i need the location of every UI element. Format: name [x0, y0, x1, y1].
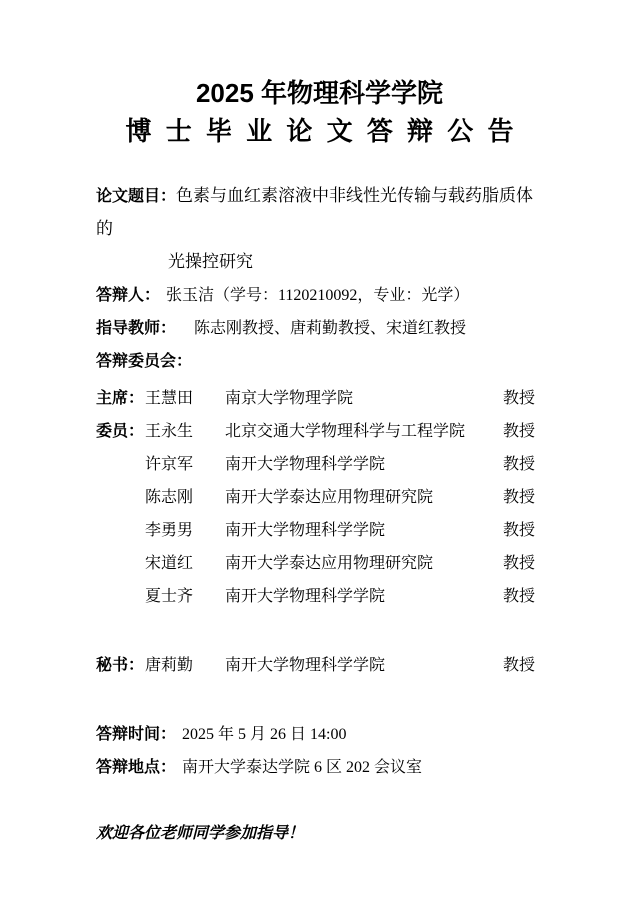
thesis-title-line1 [96, 180, 549, 246]
defender-line [96, 279, 549, 312]
committee-role-label [96, 448, 145, 481]
committee-role-label: 委员： [96, 423, 145, 440]
committee-row-member [96, 448, 549, 481]
defender-label: 答辩人： [96, 287, 161, 304]
thesis-title-line2 [96, 246, 549, 279]
committee-role-label: 主席： [96, 390, 145, 407]
thesis-title-text-line2: 光操控研究 [168, 252, 253, 272]
committee-member-name: 陈志刚 [145, 489, 194, 506]
defense-place-line [96, 751, 549, 784]
welcome-message: 欢迎各位老师同学参加指导！ [96, 823, 305, 842]
committee-member-title: 教授 [503, 456, 536, 473]
committee-member-affiliation: 南开大学物理科学学院 [225, 456, 386, 473]
page-title-line2: 博 士 毕 业 论 文 答 辩 公 告 [125, 116, 514, 146]
committee-row-secretary [96, 649, 549, 682]
committee-role-label [96, 481, 145, 514]
committee-row-chair [96, 382, 549, 415]
committee-member-title: 教授 [503, 489, 536, 506]
document-body [96, 180, 549, 849]
committee-row-member [96, 415, 549, 448]
committee-member-name: 王慧田 [145, 390, 194, 407]
committee-member-title: 教授 [503, 390, 536, 407]
committee-role-label [96, 514, 145, 547]
committee-member-affiliation: 北京交通大学物理科学与工程学院 [225, 423, 466, 440]
committee-role-label [96, 580, 145, 613]
supervisors-value: 陈志刚教授、唐莉勤教授、宋道红教授 [194, 320, 467, 337]
secretary-name: 唐莉勤 [145, 657, 194, 674]
committee-heading-label: 答辩委员会： [96, 353, 193, 370]
thesis-title-text-line1: 色素与血红素溶液中非线性光传输与载药脂质体的 [96, 186, 534, 239]
defense-time-label: 答辩时间： [96, 726, 177, 743]
secretary-affiliation: 南开大学物理科学学院 [225, 657, 386, 674]
defense-place-value: 南开大学泰达学院 6 区 202 会议室 [182, 759, 423, 776]
committee-member-affiliation: 南开大学泰达应用物理研究院 [225, 555, 434, 572]
committee-member-affiliation: 南开大学泰达应用物理研究院 [225, 489, 434, 506]
committee-heading [96, 345, 549, 378]
supervisors-label: 指导教师： [96, 320, 177, 337]
committee-member-name: 夏士齐 [145, 588, 194, 605]
secretary-title: 教授 [503, 657, 536, 674]
committee-member-name: 宋道红 [145, 555, 194, 572]
defender-value: 张玉洁（学号：1120210092，专业：光学） [166, 287, 470, 304]
secretary-role-label: 秘书： [96, 657, 145, 674]
committee-member-affiliation: 南京大学物理学院 [225, 390, 354, 407]
thesis-title-label: 论文题目： [96, 188, 177, 205]
committee-member-name: 许京军 [145, 456, 194, 473]
document-header [0, 74, 639, 150]
committee-table [96, 382, 549, 682]
committee-member-title: 教授 [503, 588, 536, 605]
committee-member-affiliation: 南开大学物理科学学院 [225, 588, 386, 605]
supervisors-line [96, 312, 549, 345]
committee-row-member [96, 547, 549, 580]
committee-member-affiliation: 南开大学物理科学学院 [225, 522, 386, 539]
committee-member-title: 教授 [503, 423, 536, 440]
page-title-line1: 2025 年物理科学学院 [195, 78, 444, 108]
committee-role-label [96, 547, 145, 580]
committee-row-member [96, 481, 549, 514]
defense-time-value: 2025 年 5 月 26 日 14:00 [182, 726, 347, 743]
committee-member-name: 王永生 [145, 423, 194, 440]
committee-member-name: 李勇男 [145, 522, 194, 539]
defense-time-line [96, 718, 549, 751]
committee-row-member [96, 580, 549, 613]
committee-row-member [96, 514, 549, 547]
committee-member-title: 教授 [503, 522, 536, 539]
schedule-block [96, 718, 549, 784]
committee-member-title: 教授 [503, 555, 536, 572]
defense-place-label: 答辩地点： [96, 759, 177, 776]
